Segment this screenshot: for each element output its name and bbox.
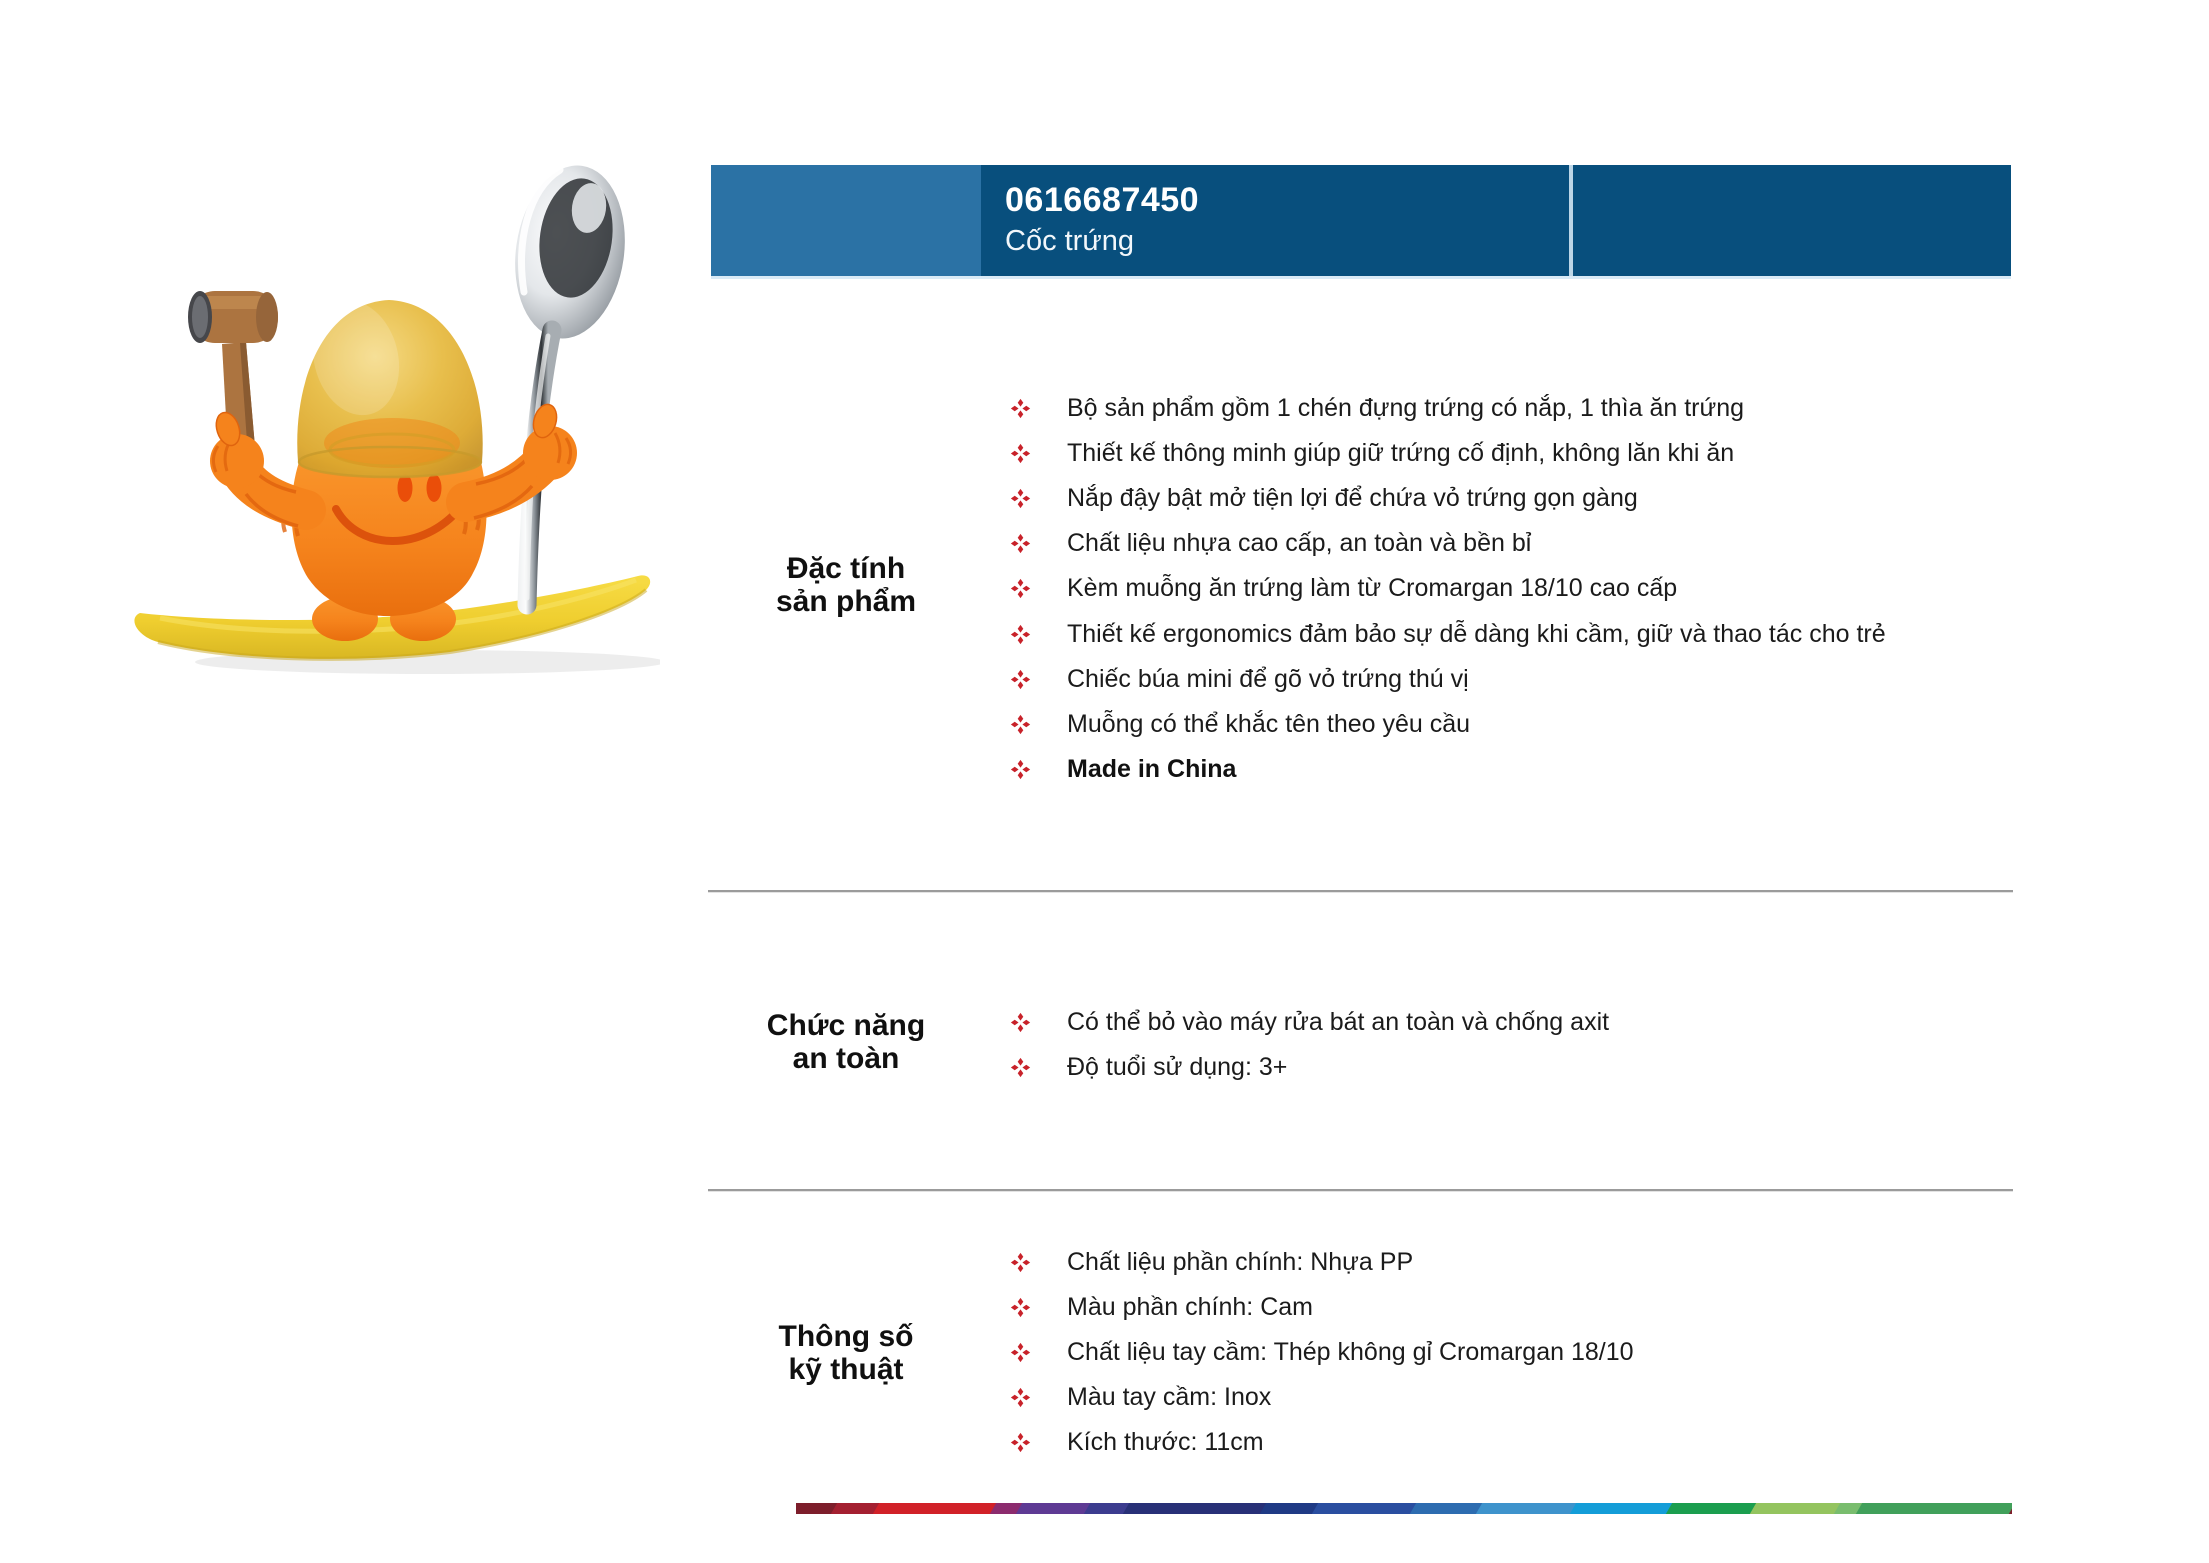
diamond-bullet-icon <box>1009 1387 1031 1409</box>
diamond-bullet-icon <box>1009 1297 1031 1319</box>
bullet-item <box>1009 1240 1634 1285</box>
eye-left <box>398 474 413 502</box>
bullet-text: Made in China <box>1067 754 1237 783</box>
bullet-text: Có thể bỏ vào máy rửa bát an toàn và chống axit <box>1067 1008 1610 1037</box>
bullet-text: Thiết kế ergonomics đảm bảo sự dễ dàng khi cầm, giữ và thao tác cho trẻ <box>1067 619 1886 648</box>
product-code: 0616687450 <box>1005 181 1200 219</box>
diamond-bullet-icon <box>1009 668 1031 690</box>
gradient-segment <box>1856 1503 2012 1514</box>
diamond-bullet-icon <box>1009 578 1031 600</box>
gradient-segment <box>1750 1503 1844 1514</box>
gradient-segment <box>1570 1503 1676 1514</box>
bullet-item <box>1009 747 1886 792</box>
bullet-text: Kèm muỗng ăn trứng làm từ Cromargan 18/10 cao cấp <box>1067 574 1678 603</box>
gradient-segment <box>873 1503 1000 1514</box>
section-title-line: Chức năng <box>766 1009 926 1042</box>
bullet-text: Chiếc búa mini để gõ vỏ trứng thú vị <box>1067 664 1469 693</box>
bullet-item <box>1009 1045 1609 1090</box>
diamond-bullet-icon <box>1009 488 1031 510</box>
diamond-bullet-icon <box>1009 1432 1031 1454</box>
bullet-item <box>1009 657 1886 702</box>
gradient-segment <box>1123 1503 1270 1514</box>
egg-lid-graphic <box>297 292 482 477</box>
section-title-line: sản phẩm <box>775 585 917 618</box>
bullet-item <box>1009 386 1886 431</box>
header-right-block <box>1573 165 2011 276</box>
gradient-segment <box>1476 1503 1580 1514</box>
section-title-specs <box>708 1320 984 1386</box>
bullet-item <box>1009 611 1886 656</box>
bullet-item <box>1009 1420 1634 1465</box>
gradient-segment <box>1666 1503 1760 1514</box>
bullet-text: Chất liệu nhựa cao cấp, an toàn và bền bỉ <box>1067 529 1532 558</box>
diamond-bullet-icon <box>1009 1057 1031 1079</box>
section-divider <box>708 1189 2013 1192</box>
specs-list <box>1009 1240 1634 1465</box>
eye-right <box>427 474 442 502</box>
bullet-item <box>1009 476 1886 521</box>
bullet-text: Màu phần chính: Cam <box>1067 1293 1313 1322</box>
section-title-line: Đặc tính <box>786 552 906 585</box>
safety-list <box>1009 1000 1609 1090</box>
diamond-bullet-icon <box>1009 443 1031 465</box>
product-name: Cốc trứng <box>1005 225 1135 257</box>
gradient-segment <box>1410 1503 1486 1514</box>
bullet-text: Thiết kế thông minh giúp giữ trứng cố định, không lăn khi ăn <box>1067 439 1735 468</box>
section-divider <box>708 890 2013 893</box>
bullet-item <box>1009 702 1886 747</box>
diamond-bullet-icon <box>1009 1012 1031 1034</box>
section-title-safety <box>708 1009 984 1075</box>
product-photo-egg-cup <box>100 150 660 680</box>
bullet-text: Muỗng có thể khắc tên theo yêu cầu <box>1067 709 1471 738</box>
bullet-item <box>1009 566 1886 611</box>
feature-list <box>1009 386 1886 792</box>
gradient-segment <box>1312 1503 1420 1514</box>
section-title-line: an toàn <box>792 1042 900 1075</box>
bullet-text: Độ tuổi sử dụng: 3+ <box>1067 1053 1288 1082</box>
header-accent-block <box>711 165 981 276</box>
section-title-features <box>708 552 984 618</box>
diamond-bullet-icon <box>1009 533 1031 555</box>
section-title-line: Thông số <box>778 1320 914 1353</box>
diamond-bullet-icon <box>1009 758 1031 780</box>
bullet-item <box>1009 1375 1634 1420</box>
bullet-item <box>1009 1330 1634 1375</box>
diamond-bullet-icon <box>1009 1252 1031 1274</box>
bullet-item <box>1009 521 1886 566</box>
bullet-text: Chất liệu phần chính: Nhựa PP <box>1067 1248 1414 1277</box>
bullet-text: Nắp đậy bật mở tiện lợi để chứa vỏ trứng gọn gàng <box>1067 484 1638 513</box>
section-title-line: kỹ thuật <box>788 1353 904 1386</box>
header-bar <box>711 165 2011 279</box>
bullet-item <box>1009 431 1886 476</box>
gradient-segment <box>1016 1503 1094 1514</box>
diamond-bullet-icon <box>1009 713 1031 735</box>
bullet-item <box>1009 1285 1634 1330</box>
header-title-block <box>981 165 1569 276</box>
brand-gradient-bar <box>796 1503 2012 1514</box>
bullet-text: Màu tay cầm: Inox <box>1067 1383 1272 1412</box>
spoon-graphic <box>504 158 635 605</box>
diamond-bullet-icon <box>1009 398 1031 420</box>
diamond-bullet-icon <box>1009 1342 1031 1364</box>
bullet-text: Bộ sản phẩm gồm 1 chén đựng trứng có nắp, 1 thìa ăn trứng <box>1067 394 1745 423</box>
diamond-bullet-icon <box>1009 623 1031 645</box>
bullet-item <box>1009 1000 1609 1045</box>
bullet-text: Kích thước: 11cm <box>1067 1428 1264 1457</box>
bullet-text: Chất liệu tay cầm: Thép không gỉ Cromargan 18/10 <box>1067 1338 1634 1367</box>
